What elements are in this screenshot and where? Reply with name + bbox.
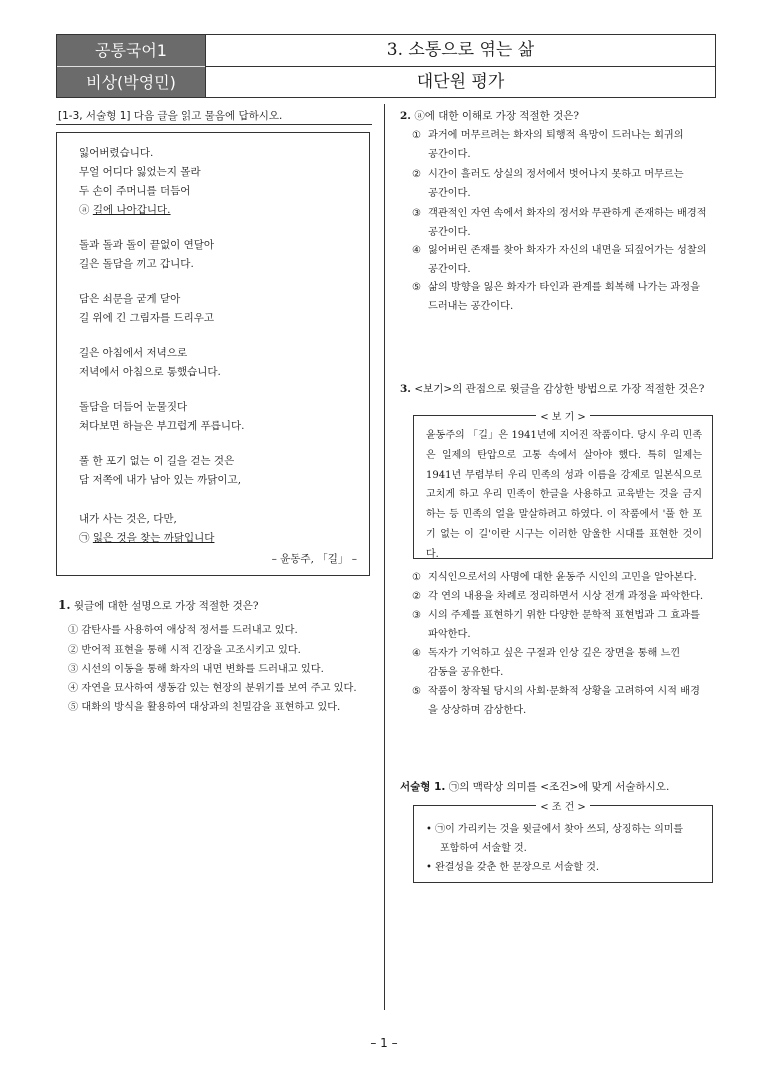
option-text: 삶의 방향을 잃은 화자가 타인과 관계를 회복해 나가는 과정을 (428, 282, 700, 293)
poem-line: 담은 쇠문을 굳게 닫아 (79, 293, 181, 305)
option-number: ④ (412, 245, 422, 256)
instructions: [1-3, 서술형 1] 다음 글을 읽고 물음에 답하시오. (58, 110, 283, 122)
option-text: 시의 주제를 표현하기 위한 다양한 문학적 표현법과 그 효과를 (428, 610, 700, 621)
poem-line: 저녁에서 아침으로 통했습니다. (79, 366, 221, 378)
q1-option-2: ② 반어적 표현을 통해 시적 긴장을 고조시키고 있다. (68, 645, 301, 656)
option-text-cont: 드러내는 공간이다. (428, 301, 514, 312)
bogi-text: 윤동주의 「길」은 1941년에 지어진 작품이다. 당시 우리 민족은 일제의 탄압으로 고통 속에서 살아야 했다. 특히 일제는 1941년 무렵부터 우리 민족의 성과 이름을 강제로 일본식으로 고치게 하고 우리 민족이 한글을 사용하고 교육받는 것을 금지하는 등 민족의 얼을 말살하려고 하였다. 이 작품에서 '풀 한 포기 없는 이 길'이란 시구는 이러한 암울한 시대를 표현한 것이다. (426, 430, 702, 560)
option-number: ① (412, 572, 422, 583)
publisher-label: 비상(박영민) (86, 73, 176, 92)
option-text: 과거에 머무르려는 화자의 퇴행적 욕망이 드러나는 회귀의 (428, 130, 684, 141)
question-text: 윗글에 대한 설명으로 가장 적절한 것은? (73, 600, 259, 612)
option-text: 독자가 기억하고 싶은 구절과 인상 깊은 장면을 통해 느낀 (428, 648, 681, 659)
condition-2 (426, 858, 599, 873)
question-text: <보기>의 관점으로 윗글을 감상한 방법으로 가장 적절한 것은? (414, 383, 705, 395)
condition-text: 완결성을 갖춘 한 문장으로 서술할 것. (435, 862, 600, 873)
q3-option-4 (412, 644, 718, 682)
question-text: ⓐ에 대한 이해로 가장 적절한 것은? (414, 110, 579, 122)
q3-option-5 (412, 682, 718, 720)
q3-option-2 (412, 587, 718, 606)
condition-text: ㉠이 가리키는 것을 윗글에서 찾아 쓰되, 상징하는 의미를 (435, 824, 684, 835)
poem-line: 돌담을 더듬어 눈물짓다 (79, 401, 188, 413)
subject-label: 공통국어1 (57, 35, 205, 67)
header-title-block (206, 35, 715, 97)
instructions-rule (56, 124, 372, 125)
poem-line: 풀 한 포기 없는 이 길을 걷는 것은 (79, 455, 235, 467)
header-course-block (57, 35, 206, 97)
bogi-box (413, 412, 713, 560)
option-number: ④ (412, 648, 422, 659)
question-2-stem (400, 108, 579, 123)
option-number: ③ (412, 610, 422, 621)
q2-option-3 (412, 204, 718, 242)
marker-a: ⓐ (79, 204, 90, 216)
bogi-title (414, 408, 712, 423)
page-number: – 1 – (370, 1036, 398, 1050)
question-number: 3. (400, 383, 411, 395)
option-number: ③ (412, 208, 422, 219)
bullet: • (426, 862, 432, 873)
question-3-stem (400, 381, 704, 396)
q1-option-3: ③ 시선의 이동을 통해 화자의 내면 변화를 드러내고 있다. (68, 664, 324, 675)
column-divider (384, 104, 385, 1010)
condition-box (413, 802, 713, 883)
option-text: 잃어버린 존재를 찾아 화자가 자신의 내면을 되짚어가는 성찰의 (428, 245, 707, 256)
q3-option-3 (412, 606, 718, 644)
poem-line: 잃어버렸습니다. (79, 147, 154, 159)
q2-option-2 (412, 165, 718, 203)
q1-option-5: ⑤ 대화의 방식을 활용하여 대상과의 친밀감을 표현하고 있다. (68, 702, 341, 713)
q2-option-5 (412, 278, 718, 316)
poem-line: 돌과 돌과 돌이 끝없이 연달아 (79, 239, 215, 251)
option-text-cont: 공간이다. (428, 149, 471, 160)
option-text-cont: 공간이다. (428, 227, 471, 238)
question-1-stem (58, 598, 258, 613)
question-number: 2. (400, 110, 411, 122)
poem-source: – 윤동주, 「길」 – (271, 553, 357, 565)
poem-box (56, 132, 370, 576)
poem-line: 두 손이 주머니를 더듬어 (79, 185, 191, 197)
option-text: 각 연의 내용을 차례로 정리하면서 시상 전개 과정을 파악한다. (428, 591, 704, 602)
poem-line: 길은 아침에서 저녁으로 (79, 347, 188, 359)
marker-gn: ㉠ (79, 532, 90, 544)
condition-title-text: < 조 건 > (536, 802, 590, 813)
essay-label: 서술형 1. (400, 781, 446, 793)
condition-title (414, 798, 712, 813)
poem-line: 길 위에 긴 그림자를 드리우고 (79, 312, 215, 324)
option-text-cont: 파악한다. (428, 629, 471, 640)
q1-option-1: ① 감탄사를 사용하여 애상적 정서를 드러내고 있다. (68, 625, 298, 636)
condition-1-cont: 포함하여 서술할 것. (440, 843, 527, 854)
poem-line-marked-gn (79, 530, 214, 545)
condition-1 (426, 820, 683, 835)
poem-line: 담 저쪽에 내가 남아 있는 까닭이고, (79, 474, 242, 486)
poem-line: 내가 사는 것은, 다만, (79, 513, 177, 525)
q1-option-4: ④ 자연을 묘사하여 생동감 있는 현장의 분위기를 보여 주고 있다. (68, 683, 357, 694)
essay-text: ㉠의 맥락상 의미를 <조건>에 맞게 서술하시오. (448, 781, 670, 793)
essay-1-stem (400, 779, 669, 794)
poem-line: 길은 돌담을 끼고 갑니다. (79, 258, 194, 270)
option-number: ② (412, 169, 422, 180)
poem-line-text: 길에 나아갑니다. (92, 204, 171, 216)
option-text: 시간이 흘러도 상실의 정서에서 벗어나지 못하고 머무르는 (428, 169, 684, 180)
q2-option-4 (412, 241, 718, 279)
poem-line-text: 잃은 것을 찾는 까닭입니다 (92, 532, 215, 544)
q2-option-1 (412, 126, 718, 164)
option-text-cont: 공간이다. (428, 264, 471, 275)
bullet: • (426, 824, 432, 835)
option-number: ⑤ (412, 686, 422, 697)
bogi-title-text: < 보 기 > (536, 412, 590, 423)
exam-header (56, 34, 716, 98)
option-number: ⑤ (412, 282, 422, 293)
option-text-cont: 을 상상하며 감상한다. (428, 705, 527, 716)
option-text-cont: 감동을 공유한다. (428, 667, 504, 678)
poem-line: 쳐다보면 하늘은 부끄럽게 푸릅니다. (79, 420, 245, 432)
poem-line-marked-a (79, 202, 171, 217)
option-text-cont: 공간이다. (428, 188, 471, 199)
question-number: 1. (58, 598, 71, 612)
option-text: 지식인으로서의 사명에 대한 윤동주 시인의 고민을 알아본다. (428, 572, 697, 583)
option-text: 작품이 창작될 당시의 사회·문화적 상황을 고려하여 시적 배경 (428, 686, 700, 697)
option-text: 객관적인 자연 속에서 화자의 정서와 무관하게 존재하는 배경적 (428, 208, 707, 219)
unit-title: 3. 소통으로 엮는 삶 (206, 35, 715, 67)
option-number: ② (412, 591, 422, 602)
poem-line: 무얼 어디다 잃었는지 몰라 (79, 166, 201, 178)
option-number: ① (412, 130, 422, 141)
q3-option-1 (412, 568, 718, 587)
exam-type-title: 대단원 평가 (416, 72, 505, 92)
